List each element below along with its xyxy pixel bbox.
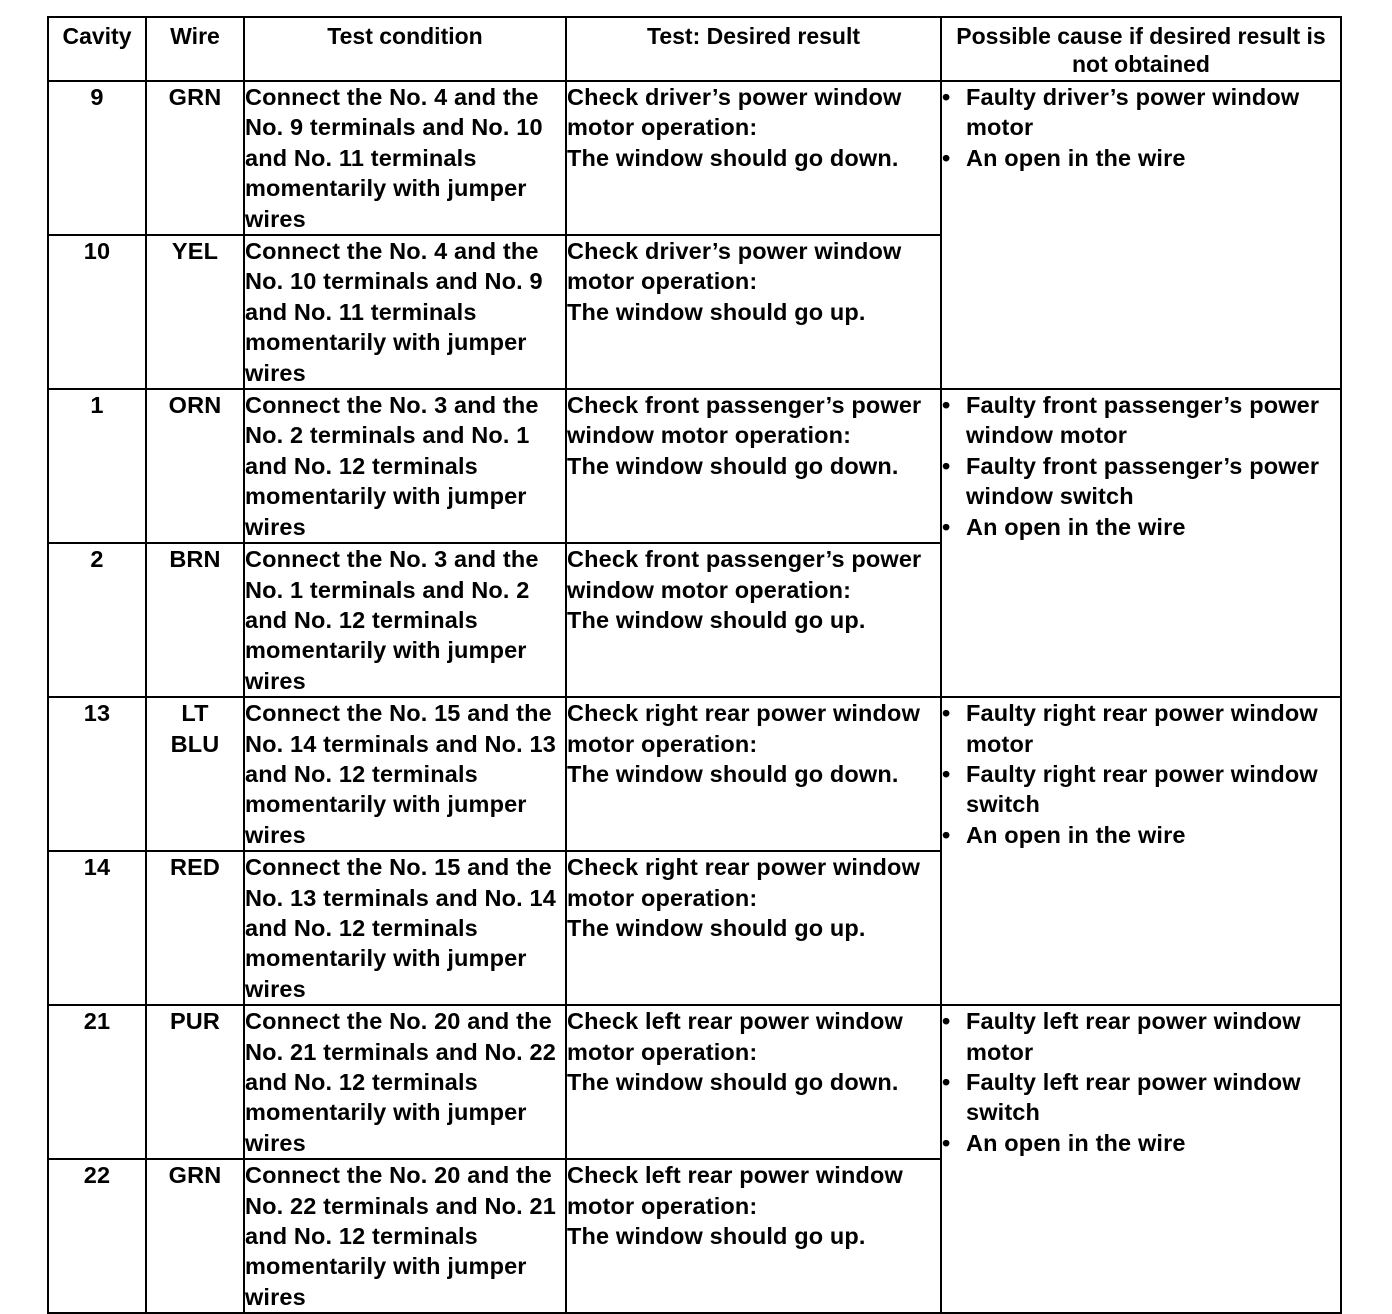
- cavity-cell: 13: [48, 697, 146, 851]
- result-expect-text: The window should go up.: [567, 1223, 866, 1250]
- table-row: [48, 389, 1341, 543]
- cause-item: • Faulty front passenger’s power window switch: [942, 451, 1340, 512]
- header-possible-cause: Possible cause if desired result is not obtained: [941, 17, 1341, 81]
- result-expect-text: The window should go down.: [567, 452, 899, 479]
- result-check-text: Check left rear power window motor operation:: [567, 1008, 903, 1065]
- power-window-test-table: [47, 16, 1342, 1314]
- cavity-cell: 10: [48, 235, 146, 389]
- cavity-cell: 9: [48, 81, 146, 235]
- cause-item: • Faulty driver’s power window motor: [942, 82, 1340, 143]
- header-cavity: Cavity: [48, 17, 146, 81]
- wire-cell: [146, 697, 244, 851]
- possible-cause-cell: [941, 1005, 1341, 1313]
- test-condition-cell: Connect the No. 3 and the No. 1 terminals and No. 2 and No. 12 terminals momentarily with jumper wires: [244, 543, 566, 697]
- wire-color-text: LT BLU: [170, 700, 220, 757]
- cause-list: [942, 390, 1340, 542]
- wire-cell: ORN: [146, 389, 244, 543]
- troubleshooting-sheet: [47, 16, 1340, 1310]
- possible-cause-cell: [941, 81, 1341, 389]
- cause-item: • Faulty right rear power window motor: [942, 698, 1340, 759]
- cause-item: • An open in the wire: [942, 143, 1340, 173]
- result-expect-text: The window should go down.: [567, 1069, 899, 1095]
- wire-cell: RED: [146, 851, 244, 1005]
- cavity-cell: 2: [48, 543, 146, 697]
- test-condition-cell: Connect the No. 4 and the No. 9 terminals and No. 10 and No. 11 terminals momentarily with jumper wires: [244, 81, 566, 235]
- cause-item: • Faulty front passenger’s power window motor: [942, 390, 1340, 451]
- result-check-text: Check driver’s power window motor operation:: [567, 238, 902, 295]
- result-expect-text: The window should go up.: [567, 606, 866, 633]
- result-expect-text: The window should go down.: [567, 760, 899, 787]
- result-check-text: Check driver’s power window motor operation:: [567, 84, 902, 141]
- cause-item: • An open in the wire: [942, 512, 1340, 542]
- cavity-cell: 21: [48, 1005, 146, 1159]
- cause-item: • An open in the wire: [942, 1128, 1340, 1158]
- result-expect-text: The window should go up.: [567, 298, 866, 325]
- cause-list: [942, 1006, 1340, 1158]
- desired-result-cell: [566, 1005, 941, 1159]
- test-condition-cell: Connect the No. 4 and the No. 10 terminals and No. 9 and No. 11 terminals momentarily with jumper wires: [244, 235, 566, 389]
- desired-result-cell: [566, 235, 941, 389]
- wire-cell: YEL: [146, 235, 244, 389]
- wire-cell: PUR: [146, 1005, 244, 1159]
- table-row: [48, 81, 1341, 235]
- cause-item: • Faulty right rear power window switch: [942, 759, 1340, 820]
- table-row: [48, 697, 1341, 851]
- desired-result-cell: [566, 543, 941, 697]
- cause-item: • Faulty left rear power window motor: [942, 1006, 1340, 1067]
- result-check-text: Check front passenger’s power window motor operation:: [567, 392, 922, 449]
- desired-result-cell: [566, 697, 941, 851]
- cause-item: • An open in the wire: [942, 820, 1340, 850]
- cause-list: [942, 82, 1340, 173]
- desired-result-cell: [566, 81, 941, 235]
- test-condition-cell: Connect the No. 20 and the No. 22 terminals and No. 21 and No. 12 terminals momentarily with jumper wires: [244, 1159, 566, 1313]
- wire-cell: BRN: [146, 543, 244, 697]
- test-condition-cell: Connect the No. 15 and the No. 14 terminals and No. 13 and No. 12 terminals momentarily with jumper wires: [244, 697, 566, 851]
- cavity-cell: 1: [48, 389, 146, 543]
- possible-cause-cell: [941, 697, 1341, 1005]
- result-check-text: Check right rear power window motor operation:: [567, 700, 920, 757]
- result-expect-text: The window should go up.: [567, 914, 866, 941]
- result-check-text: Check left rear power window motor operation:: [567, 1162, 903, 1219]
- header-desired-result: Test: Desired result: [566, 17, 941, 81]
- header-test-condition: Test condition: [244, 17, 566, 81]
- result-check-text: Check right rear power window motor operation:: [567, 854, 920, 911]
- header-row: [48, 17, 1341, 81]
- cavity-cell: 22: [48, 1159, 146, 1313]
- test-condition-cell: Connect the No. 15 and the No. 13 terminals and No. 14 and No. 12 terminals momentarily with jumper wires: [244, 851, 566, 1005]
- table-row: [48, 1005, 1341, 1159]
- header-wire: Wire: [146, 17, 244, 81]
- wire-cell: GRN: [146, 81, 244, 235]
- result-check-text: Check front passenger’s power window motor operation:: [567, 546, 922, 603]
- test-condition-cell: Connect the No. 3 and the No. 2 terminals and No. 1 and No. 12 terminals momentarily with jumper wires: [244, 389, 566, 543]
- cause-list: [942, 698, 1340, 850]
- test-condition-cell: Connect the No. 20 and the No. 21 terminals and No. 22 and No. 12 terminals momentarily with jumper wires: [244, 1005, 566, 1159]
- wire-cell: GRN: [146, 1159, 244, 1313]
- result-expect-text: The window should go down.: [567, 144, 899, 171]
- possible-cause-cell: [941, 389, 1341, 697]
- desired-result-cell: [566, 389, 941, 543]
- desired-result-cell: [566, 1159, 941, 1313]
- cause-item: • Faulty left rear power window switch: [942, 1067, 1340, 1128]
- desired-result-cell: [566, 851, 941, 1005]
- cavity-cell: 14: [48, 851, 146, 1005]
